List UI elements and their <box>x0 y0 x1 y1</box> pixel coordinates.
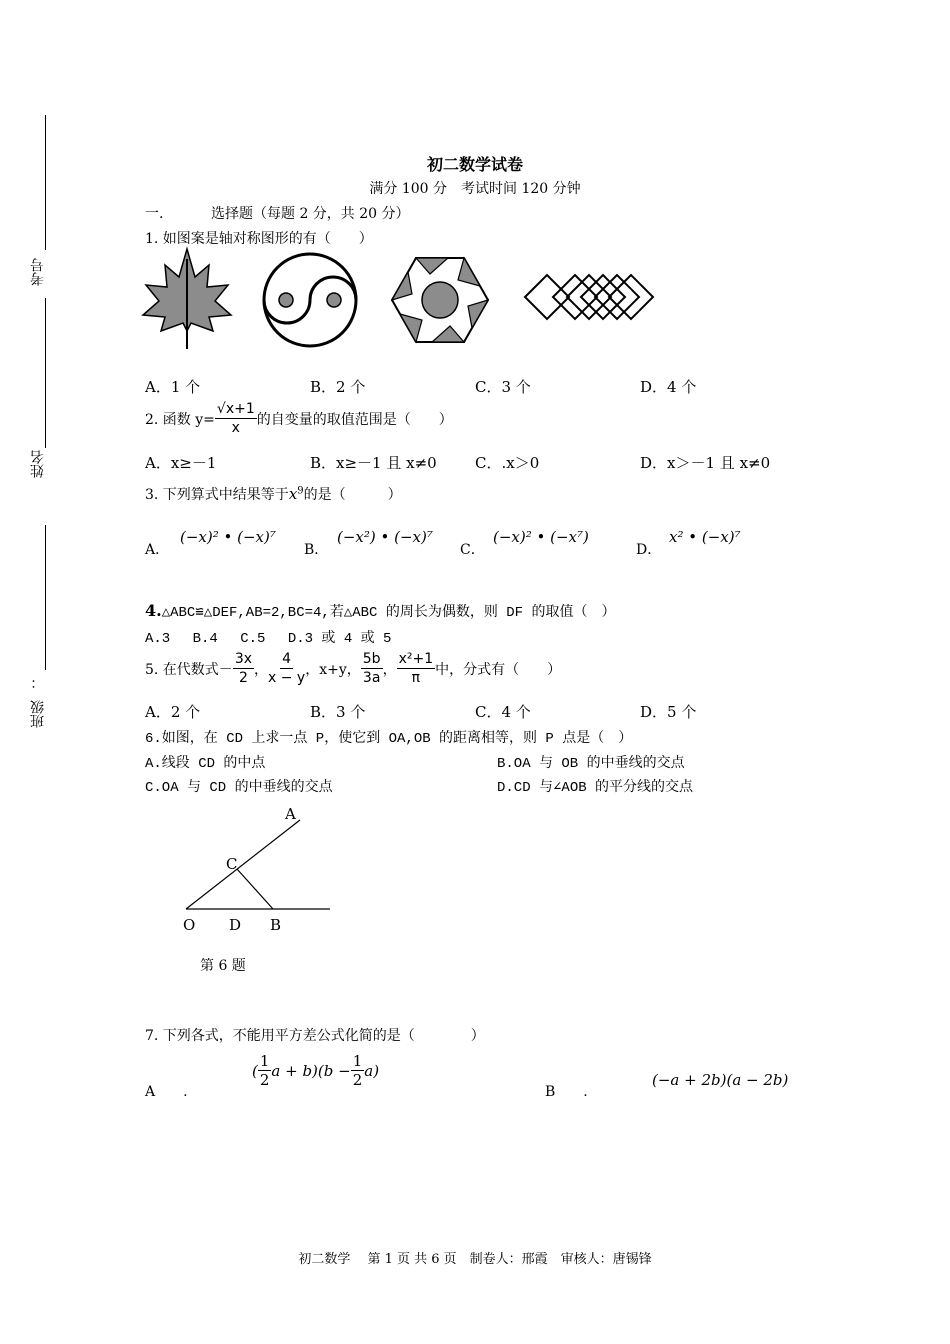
q1-stem: 1. 如图案是轴对称图形的有（ ） <box>145 231 373 247</box>
q7-stem: 7. 下列各式，不能用平方差公式化简的是（ ） <box>145 1028 485 1044</box>
side-label-banji: 班级 <box>30 700 46 728</box>
page-title: 初二数学试卷 <box>426 155 523 174</box>
q7-expr-a-frac-1 <box>258 1052 272 1089</box>
q2-option-c: C．.x＞0 <box>475 454 540 472</box>
q6-option-a: A.线段 CD 的中点 <box>145 756 266 772</box>
q3-expr-c: (−x)² • (−x⁷) <box>493 528 589 546</box>
q3-label-a: A． <box>145 542 170 558</box>
side-label-colon: ： <box>30 675 46 689</box>
q5-fraction-4 <box>397 650 436 687</box>
q5-f3-num: 5b <box>362 651 381 667</box>
q2-option-a: A．x≥－1 <box>145 454 217 472</box>
q3-expr-b: (−x²) • (−x)⁷ <box>337 528 433 546</box>
q6-point-c: C <box>226 855 238 873</box>
q4-text: △ABC≌△DEF,AB=2,BC=4,若△ABC 的周长为偶数，则 DF 的取值（ ） <box>161 605 616 621</box>
q3-stem <box>145 484 402 504</box>
q5-prefix: 5. 在代数式－ <box>145 661 233 678</box>
q7-f1-num: 1 <box>259 1052 270 1070</box>
side-label-xingming: 姓名 <box>30 450 46 478</box>
q6-point-o: O <box>183 916 196 934</box>
q3-label-d: D． <box>636 542 662 558</box>
q5-mid: x+y， <box>319 661 361 678</box>
q6-figure <box>180 800 380 920</box>
q2-numerator: √x+1 <box>216 401 255 417</box>
q7-label-b: B . <box>545 1084 588 1100</box>
q5-fraction-1 <box>233 650 254 687</box>
q1-option-b: B．2 个 <box>310 378 366 396</box>
q5-option-d: D．5 个 <box>640 703 697 721</box>
q6-figure-caption: 第 6 题 <box>200 958 246 974</box>
q6-stem: 6.如图，在 CD 上求一点 P，使它到 OA,OB 的距离相等，则 P 点是（ ） <box>145 731 633 747</box>
q3-label-b: B． <box>304 542 329 558</box>
q7-expr-a <box>252 1052 379 1089</box>
q3-expr-a: (−x)² • (−x)⁷ <box>180 528 276 546</box>
q2-prefix: 2. 函数 y= <box>145 411 215 428</box>
q6-point-b: B <box>270 916 282 934</box>
q2-stem <box>145 400 453 437</box>
q7-expr-a-mid: a + b)(b − <box>271 1061 351 1080</box>
hexagon-pinwheel-figure <box>392 258 488 342</box>
q1-option-a: A．1 个 <box>145 378 201 396</box>
q5-f4-num: x²+1 <box>398 651 434 667</box>
q5-f2-num: 4 <box>282 651 292 667</box>
q1-figures <box>135 245 695 355</box>
q4-number: 4. <box>145 601 162 620</box>
q5-f1-num: 3x <box>234 651 253 667</box>
q3-stem-x: x <box>288 485 298 503</box>
yin-yang-figure <box>264 254 356 346</box>
q6-point-d: D <box>229 916 242 934</box>
q5-option-a: A．2 个 <box>145 703 201 721</box>
q3-stem-a: 3. 下列算式中结果等于 <box>145 487 289 503</box>
q6-option-b: B.OA 与 OB 的中垂线的交点 <box>497 756 685 772</box>
maple-leaf-figure <box>143 249 231 349</box>
q6-option-c: C.OA 与 CD 的中垂线的交点 <box>145 780 333 796</box>
q7-expr-b: (−a + 2b)(a − 2b) <box>652 1071 789 1089</box>
q2-option-b: B．x≥－1 且 x≠0 <box>310 454 437 472</box>
q3-stem-b: 的是（ ） <box>303 487 402 503</box>
q2-denominator: x <box>231 420 240 436</box>
q5-stem: 5. 在代数式－ $\frac{3x}{2}$ ， $\frac{4}{x - y}$ ， x+y， $\frac{5b}{3a}$ ， $\frac{\text{x²+1}}{\pi}$ 中，分式有（ ） <box>145 651 562 686</box>
q5-fraction-2 <box>268 650 305 687</box>
q5-f2-den: x − y <box>268 670 306 686</box>
q5-f4-den: π <box>411 670 421 686</box>
q5-option-b: B．3 个 <box>310 703 366 721</box>
q4-options: A.3 B.4 C.5 D.3 或 4 或 5 <box>145 631 392 647</box>
q1-option-c: C．3 个 <box>475 378 531 396</box>
section-number: 一. <box>145 206 164 222</box>
binding-line-upper-mid <box>45 298 46 448</box>
q7-expr-a-frac-2 <box>351 1052 365 1089</box>
page-subtitle: 满分 100 分 考试时间 120 分钟 <box>369 181 581 197</box>
q1-option-d: D．4 个 <box>640 378 697 396</box>
q2-suffix: 的自变量的取值范围是（ ） <box>256 411 453 428</box>
q7-expr-a-close: a) <box>364 1061 380 1080</box>
q5-f1-den: 2 <box>238 670 248 686</box>
q3-label-c: C． <box>460 542 485 558</box>
q2-option-d: D．x＞－1 且 x≠0 <box>640 454 771 472</box>
q6-option-d: D.CD 与∠AOB 的平分线的交点 <box>497 780 694 796</box>
knot-diamond-figure <box>525 275 653 319</box>
q7-f2-den: 2 <box>352 1071 363 1089</box>
q6-point-a: A <box>285 805 296 823</box>
q5-option-c: C．4 个 <box>475 703 531 721</box>
side-label-kaohao: 考号 <box>30 258 46 286</box>
q3-stem-exp: 9 <box>297 485 304 497</box>
q3-expr-d: x² • (−x)⁷ <box>669 528 741 546</box>
q7-label-a: A . <box>145 1084 188 1100</box>
section-title: 选择题（每题 2 分，共 20 分） <box>211 206 410 222</box>
q2-fraction <box>215 400 257 437</box>
q5-fraction-3 <box>361 650 383 687</box>
q5-f3-den: 3a <box>362 670 381 686</box>
page-footer: 初二数学 第 1 页 共 6 页 制卷人：邢霞 审核人：唐锡锋 <box>298 1252 652 1267</box>
q7-expr-a-open: ( <box>252 1061 258 1080</box>
q4-stem <box>145 601 615 621</box>
q5-suffix: 中，分式有（ ） <box>435 661 562 678</box>
q7-f1-den: 2 <box>259 1071 270 1089</box>
q7-f2-num: 1 <box>352 1052 363 1070</box>
binding-line-lower-mid <box>45 525 46 670</box>
